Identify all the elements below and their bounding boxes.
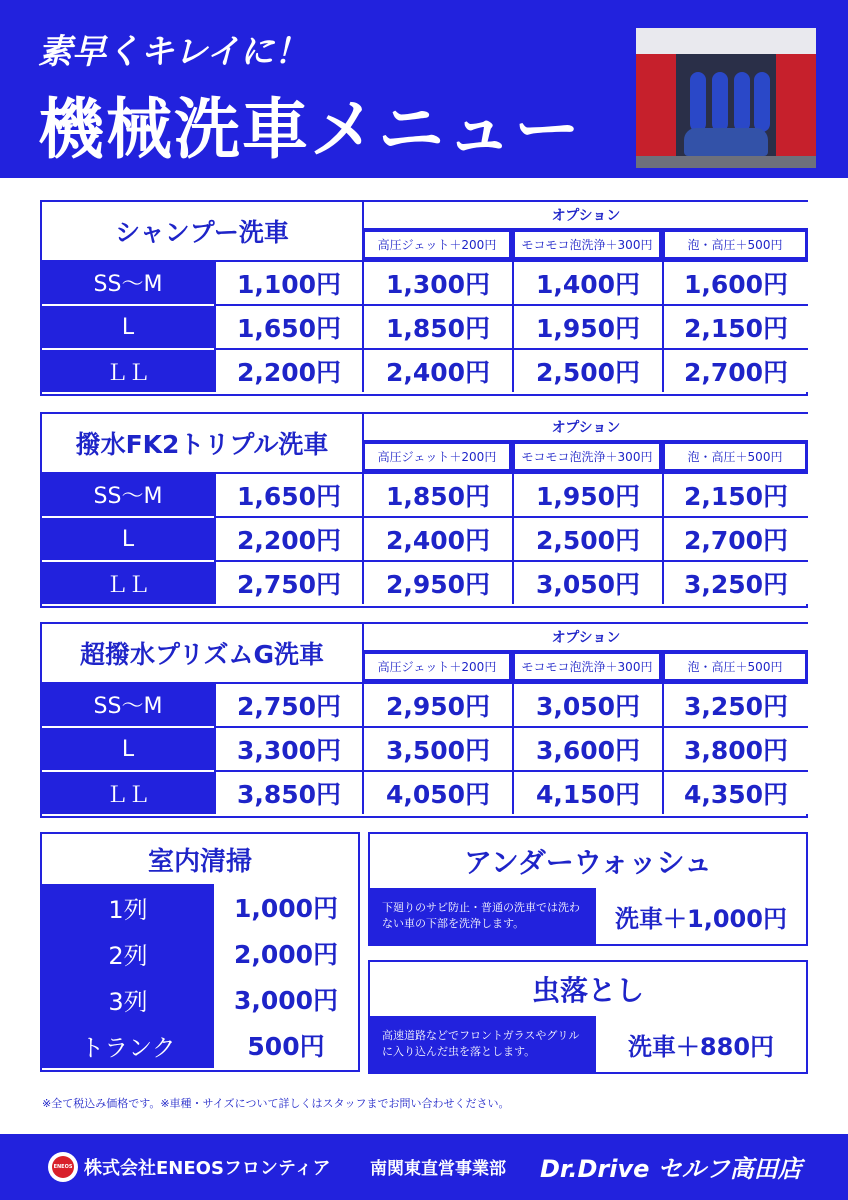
option-header: 高圧ジェット＋200円 — [365, 654, 509, 679]
option-header: モコモコ泡洗浄＋300円 — [515, 232, 659, 257]
size-label: L — [42, 304, 214, 348]
option-header-cell — [512, 440, 662, 472]
base-price: 2,750円 — [214, 560, 362, 604]
option-header-cell — [362, 228, 512, 260]
option-price: 3,600円 — [512, 726, 662, 770]
underwash-description: 下廻りのサビ防止・普通の洗車では洗わない車の下部を洗浄します。 — [370, 888, 596, 944]
header-banner — [0, 0, 848, 178]
option-price: 1,850円 — [362, 304, 512, 348]
size-label: ＬＬ — [42, 348, 214, 392]
menu-title: 超撥水プリズムG洗車 — [79, 640, 325, 669]
size-label: ＬＬ — [42, 560, 214, 604]
interior-row — [42, 976, 358, 1022]
wash-menu — [40, 622, 808, 818]
company-name: 株式会社ENEOSフロンティア — [84, 1158, 331, 1179]
option-price: 4,150円 — [512, 770, 662, 814]
underwash-price: 洗車＋1,000円 — [615, 904, 787, 933]
base-price: 2,750円 — [214, 682, 362, 726]
option-price: 1,300円 — [362, 260, 512, 304]
menu-title: シャンプー洗車 — [115, 218, 289, 247]
option-price: 1,600円 — [662, 260, 808, 304]
option-price: 2,950円 — [362, 682, 512, 726]
interior-title: 室内清掃 — [147, 846, 252, 877]
option-header-cell — [362, 440, 512, 472]
option-price: 3,800円 — [662, 726, 808, 770]
option-header-cell — [662, 650, 808, 682]
option-header: 高圧ジェット＋200円 — [365, 444, 509, 469]
size-label: ＬＬ — [42, 770, 214, 814]
option-price: 1,850円 — [362, 472, 512, 516]
base-price: 1,650円 — [214, 472, 362, 516]
underwash-title: アンダーウォッシュ — [463, 846, 713, 879]
tax-note: ※全て税込み価格です。※車種・サイズについて詳しくはスタッフまでお問い合わせください。 — [42, 1097, 510, 1110]
base-price: 2,200円 — [214, 516, 362, 560]
store-name: Dr.Drive セルフ高田店 — [540, 1155, 802, 1183]
option-price: 2,950円 — [362, 560, 512, 604]
option-price: 1,950円 — [512, 472, 662, 516]
option-price: 3,050円 — [512, 560, 662, 604]
option-price: 2,700円 — [662, 516, 808, 560]
option-price: 2,150円 — [662, 472, 808, 516]
option-price: 3,500円 — [362, 726, 512, 770]
size-label: SS～M — [42, 682, 214, 726]
bug-removal-description: 高速道路などでフロントガラスやグリルに入り込んだ虫を落とします。 — [370, 1016, 596, 1072]
base-price: 2,200円 — [214, 348, 362, 392]
option-label: オプション — [362, 414, 808, 440]
wash-menu — [40, 200, 808, 396]
interior-row — [42, 1022, 358, 1068]
option-price: 1,950円 — [512, 304, 662, 348]
base-price: 1,100円 — [214, 260, 362, 304]
option-header: 高圧ジェット＋200円 — [365, 232, 509, 257]
option-header-cell — [662, 440, 808, 472]
interior-row — [42, 884, 358, 930]
base-price: 3,850円 — [214, 770, 362, 814]
division-name: 南関東直営事業部 — [370, 1159, 506, 1179]
page-title: 機械洗車メニュー — [38, 91, 582, 168]
size-label: L — [42, 726, 214, 770]
option-header-cell — [362, 650, 512, 682]
interior-label: 3列 — [42, 976, 214, 1022]
interior-label: 1列 — [42, 884, 214, 930]
bug-removal-box — [368, 960, 808, 1074]
option-price: 4,050円 — [362, 770, 512, 814]
interior-price: 1,000円 — [233, 894, 339, 923]
wash-menu — [40, 412, 808, 608]
car-wash-photo — [636, 28, 816, 168]
option-header-cell — [512, 650, 662, 682]
option-header-cell — [662, 228, 808, 260]
interior-cleaning-menu — [40, 832, 360, 1072]
option-price: 2,500円 — [512, 348, 662, 392]
eneos-logo-icon: ENEOS — [48, 1152, 78, 1182]
option-price: 3,050円 — [512, 682, 662, 726]
option-price: 4,350円 — [662, 770, 808, 814]
bug-removal-price: 洗車＋880円 — [627, 1032, 775, 1061]
option-price: 2,400円 — [362, 348, 512, 392]
option-header: 泡・高圧＋500円 — [665, 654, 805, 679]
option-header: 泡・高圧＋500円 — [665, 444, 805, 469]
interior-price: 2,000円 — [233, 940, 339, 969]
base-price: 3,300円 — [214, 726, 362, 770]
base-price: 1,650円 — [214, 304, 362, 348]
interior-label: トランク — [42, 1022, 214, 1068]
interior-row — [42, 930, 358, 976]
size-label: L — [42, 516, 214, 560]
option-header: 泡・高圧＋500円 — [665, 232, 805, 257]
interior-price: 500円 — [247, 1032, 325, 1061]
option-price: 1,400円 — [512, 260, 662, 304]
option-price: 2,150円 — [662, 304, 808, 348]
size-label: SS～M — [42, 260, 214, 304]
option-price: 2,700円 — [662, 348, 808, 392]
underwash-box — [368, 832, 808, 946]
option-price: 2,400円 — [362, 516, 512, 560]
interior-price: 3,000円 — [233, 986, 339, 1015]
option-label: オプション — [362, 202, 808, 228]
option-header: モコモコ泡洗浄＋300円 — [515, 654, 659, 679]
menu-title: 撥水FK2トリプル洗車 — [75, 430, 329, 459]
option-header: モコモコ泡洗浄＋300円 — [515, 444, 659, 469]
option-price: 2,500円 — [512, 516, 662, 560]
option-price: 3,250円 — [662, 560, 808, 604]
tagline: 素早くキレイに！ — [38, 32, 308, 72]
interior-label: 2列 — [42, 930, 214, 976]
option-price: 3,250円 — [662, 682, 808, 726]
size-label: SS～M — [42, 472, 214, 516]
option-header-cell — [512, 228, 662, 260]
footer — [0, 1134, 848, 1200]
bug-removal-title: 虫落とし — [531, 974, 644, 1007]
option-label: オプション — [362, 624, 808, 650]
